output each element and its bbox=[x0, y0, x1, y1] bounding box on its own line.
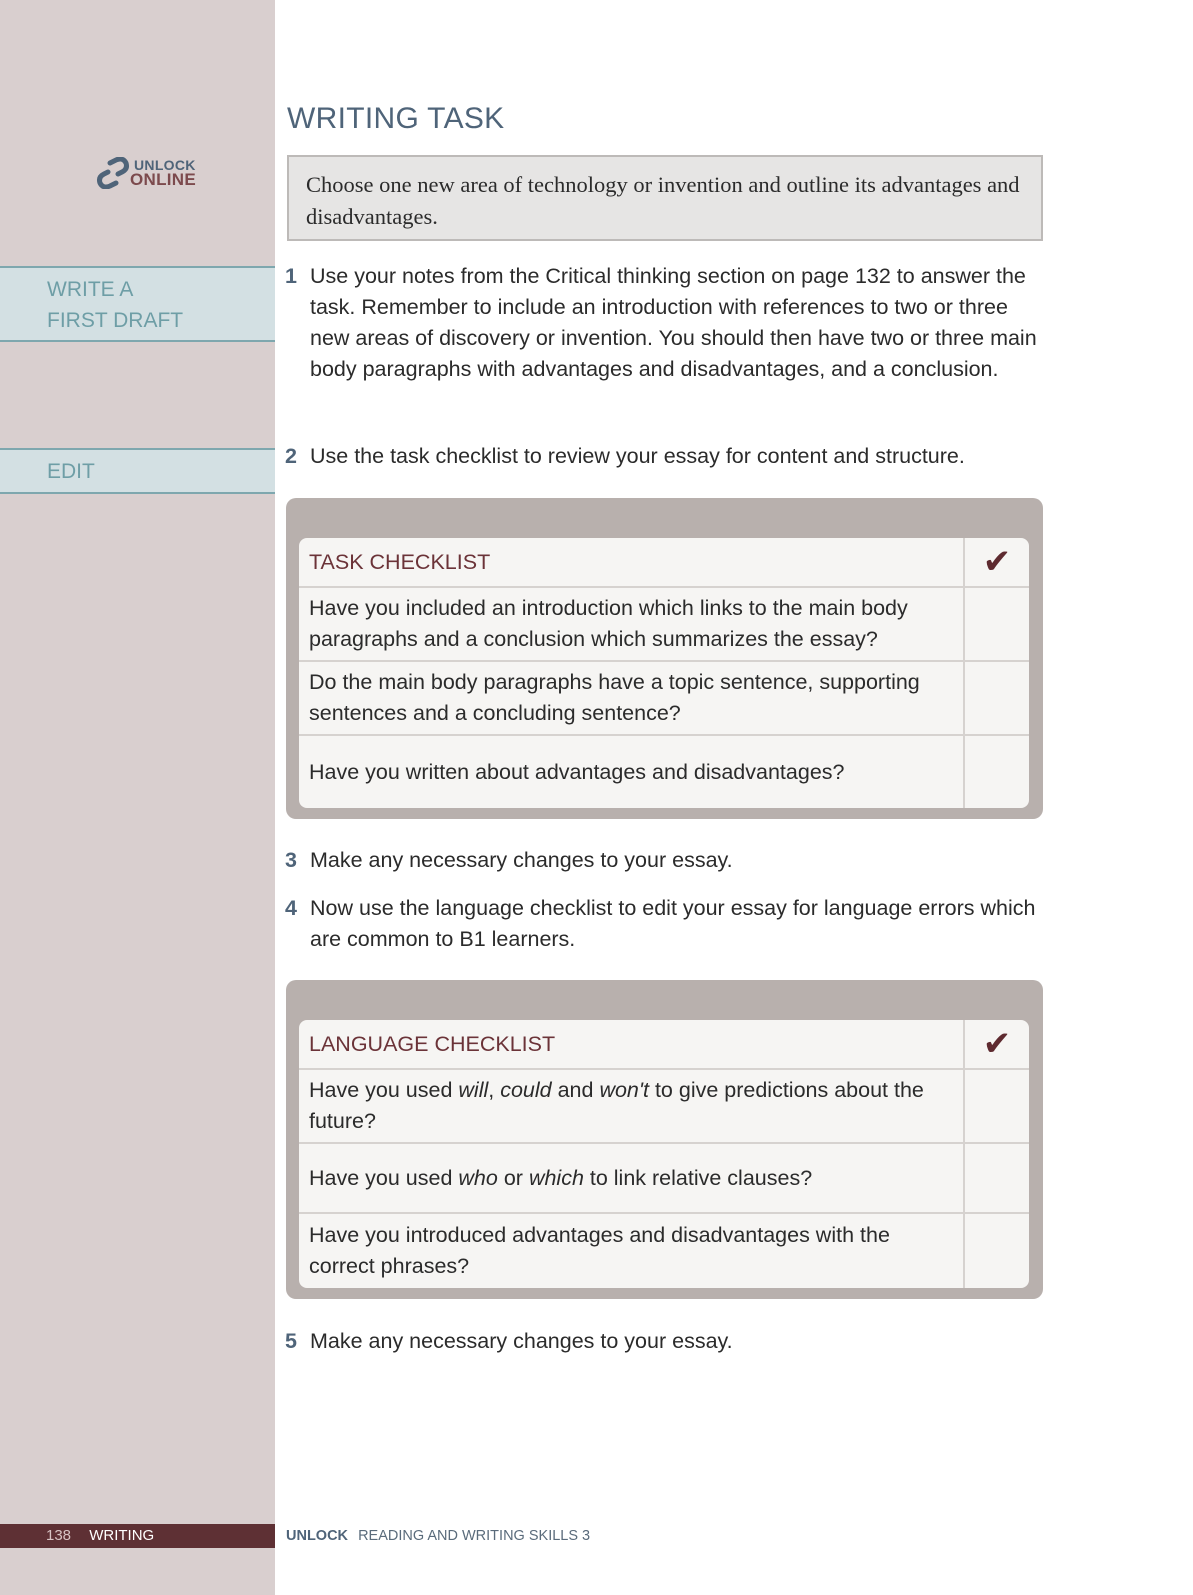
checklist-row bbox=[299, 1214, 1029, 1288]
checklist-header-row bbox=[299, 538, 1029, 588]
checklist-header-row bbox=[299, 1020, 1029, 1070]
logo-unlock-text: UNLOCK bbox=[134, 157, 196, 173]
item-number: 3 bbox=[285, 848, 297, 872]
checklist-question: Have you used who or which to link relative clauses? bbox=[299, 1144, 963, 1214]
checkbox-cell[interactable] bbox=[963, 1214, 1029, 1288]
checklist-row bbox=[299, 736, 1029, 808]
item-number: 2 bbox=[285, 444, 297, 468]
checkbox-cell[interactable] bbox=[963, 588, 1029, 662]
checkmark-icon: ✔ bbox=[963, 1020, 1029, 1070]
checklist-question: Have you introduced advantages and disadvantages with the correct phrases? bbox=[309, 1223, 890, 1278]
checkbox-cell[interactable] bbox=[963, 1070, 1029, 1144]
checkmark-icon: ✔ bbox=[963, 538, 1029, 588]
item-number: 1 bbox=[285, 264, 297, 288]
tab-label-line1: WRITE A bbox=[47, 278, 134, 301]
checklist-row bbox=[299, 1144, 1029, 1214]
checklist-heading: TASK CHECKLIST bbox=[299, 538, 963, 588]
instruction-item-2 bbox=[285, 441, 1045, 472]
checklist-row bbox=[299, 1070, 1029, 1144]
item-text: Use your notes from the Critical thinking section on page 132 to answer the task. Remember to include an introduction with references to two or three new areas of discovery or invention. You should then have two or three main body paragraphs with advantages and disadvantages, and a conclusion. bbox=[310, 264, 1037, 381]
link-chain-icon bbox=[96, 157, 130, 189]
checklist-row bbox=[299, 662, 1029, 736]
section-name: WRITING bbox=[89, 1527, 155, 1544]
checkbox-cell[interactable] bbox=[963, 662, 1029, 736]
brand-logo-text: UNLOCK bbox=[286, 1528, 349, 1544]
task-prompt-box: Choose one new area of technology or invention and outline its advantages and disadvantages. bbox=[287, 155, 1043, 241]
tab-label-line2: FIRST DRAFT bbox=[47, 309, 184, 332]
instruction-item-4 bbox=[285, 893, 1045, 955]
instruction-item-5 bbox=[285, 1326, 1045, 1357]
footer-section-band bbox=[0, 1524, 275, 1548]
checklist-row bbox=[299, 588, 1029, 662]
unlock-online-logo[interactable] bbox=[96, 155, 206, 191]
instruction-item-1 bbox=[285, 261, 1045, 385]
logo-online-text: ONLINE bbox=[130, 170, 197, 189]
item-text: Use the task checklist to review your essay for content and structure. bbox=[310, 444, 965, 468]
item-text: Make any necessary changes to your essay. bbox=[310, 1329, 733, 1353]
sidebar bbox=[0, 0, 275, 1595]
section-tab-edit[interactable] bbox=[0, 448, 275, 494]
footer-book-title bbox=[286, 1524, 590, 1548]
item-text: Now use the language checklist to edit your essay for language errors which are common to B1 learners. bbox=[310, 896, 1036, 951]
checklist-question: Have you written about advantages and disadvantages? bbox=[309, 759, 845, 784]
item-number: 5 bbox=[285, 1329, 297, 1353]
section-tab-write-first-draft[interactable] bbox=[0, 266, 275, 342]
checkbox-cell[interactable] bbox=[963, 1144, 1029, 1214]
checkbox-cell[interactable] bbox=[963, 736, 1029, 808]
page-number: 138 bbox=[46, 1527, 72, 1544]
language-checklist bbox=[286, 980, 1043, 1299]
checklist-question: Have you included an introduction which links to the main body paragraphs and a conclusion which summarizes the essay? bbox=[299, 588, 963, 662]
item-text: Make any necessary changes to your essay. bbox=[310, 848, 733, 872]
checklist-question: Have you used will, could and won't to give predictions about the future? bbox=[299, 1070, 963, 1144]
book-title: READING AND WRITING SKILLS 3 bbox=[358, 1528, 591, 1544]
checklist-heading: LANGUAGE CHECKLIST bbox=[299, 1020, 963, 1070]
page-title: WRITING TASK bbox=[287, 102, 505, 135]
item-number: 4 bbox=[285, 896, 297, 920]
task-checklist bbox=[286, 498, 1043, 819]
tab-label: EDIT bbox=[47, 460, 95, 483]
checklist-question: Do the main body paragraphs have a topic sentence, supporting sentences and a concluding sentence? bbox=[299, 662, 963, 736]
instruction-item-3 bbox=[285, 845, 1045, 876]
